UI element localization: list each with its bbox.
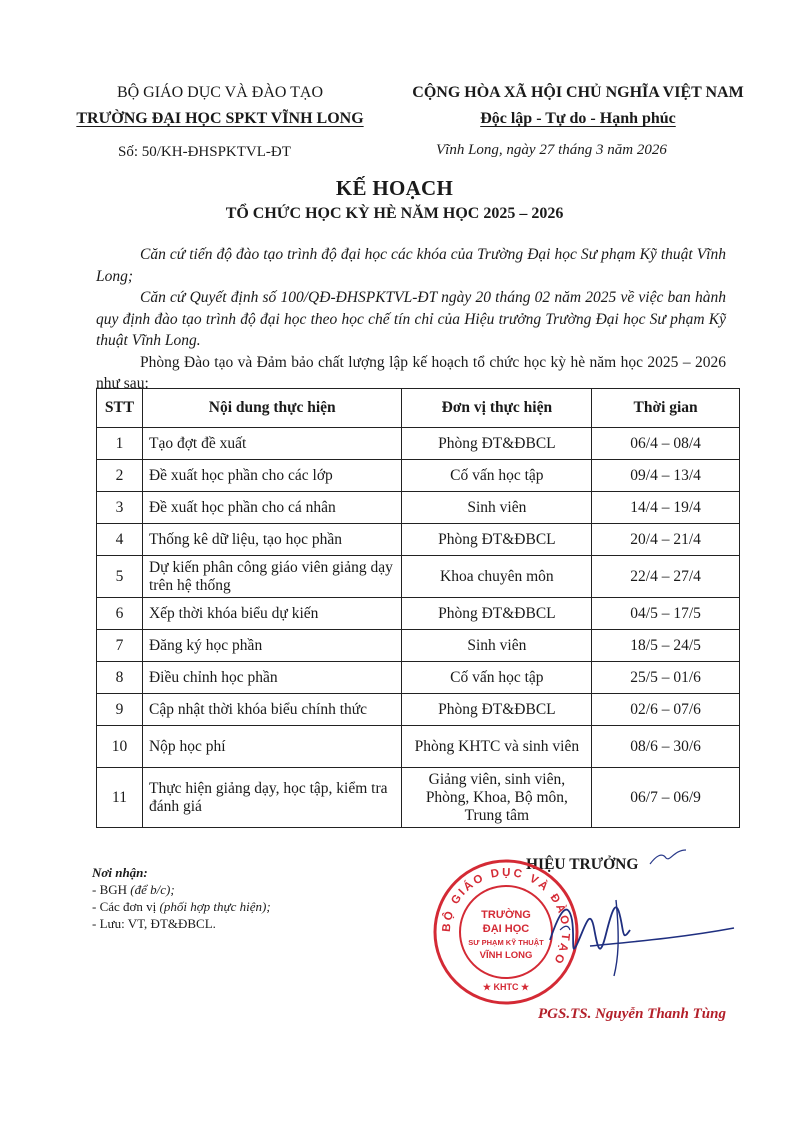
national-title: CỘNG HÒA XÃ HỘI CHỦ NGHĨA VIỆT NAM bbox=[412, 84, 744, 101]
cell-unit: Phòng ĐT&ĐBCL bbox=[402, 694, 592, 726]
table-row bbox=[97, 726, 740, 768]
table-row bbox=[97, 428, 740, 460]
cell-stt: 11 bbox=[97, 768, 143, 828]
header-unit: Đơn vị thực hiện bbox=[402, 389, 592, 428]
header-time: Thời gian bbox=[592, 389, 740, 428]
cell-time: 22/4 – 27/4 bbox=[592, 556, 740, 598]
table-row bbox=[97, 460, 740, 492]
cell-time: 04/5 – 17/5 bbox=[592, 598, 740, 630]
cell-stt: 4 bbox=[97, 524, 143, 556]
cell-time: 18/5 – 24/5 bbox=[592, 630, 740, 662]
seal-stars: ★ KHTC ★ bbox=[482, 982, 530, 992]
document-body bbox=[96, 244, 726, 395]
cell-content: Dự kiến phân công giáo viên giảng dạy trên hệ thống bbox=[142, 556, 402, 598]
seal-line-3: SƯ PHẠM KỸ THUẬT bbox=[468, 938, 544, 947]
document-date: Vĩnh Long, ngày 27 tháng 3 năm 2026 bbox=[436, 142, 667, 158]
cell-unit: Sinh viên bbox=[402, 492, 592, 524]
header-stt: STT bbox=[97, 389, 143, 428]
cell-unit: Sinh viên bbox=[402, 630, 592, 662]
cell-unit: Phòng ĐT&ĐBCL bbox=[402, 598, 592, 630]
cell-unit: Khoa chuyên môn bbox=[402, 556, 592, 598]
cell-stt: 2 bbox=[97, 460, 143, 492]
title-flourish bbox=[648, 846, 688, 868]
cell-time: 06/4 – 08/4 bbox=[592, 428, 740, 460]
cell-content: Đề xuất học phần cho các lớp bbox=[142, 460, 402, 492]
cell-unit: Cố vấn học tập bbox=[402, 460, 592, 492]
table-row bbox=[97, 556, 740, 598]
legal-basis-1: Căn cứ tiến độ đào tạo trình độ đại học các khóa của Trường Đại học Sư phạm Kỹ thuật Vĩnh Long; bbox=[96, 246, 726, 285]
schedule-table bbox=[96, 388, 740, 828]
cell-content: Đề xuất học phần cho cá nhân bbox=[142, 492, 402, 524]
intro-paragraph: Phòng Đào tạo và Đảm bảo chất lượng lập kế hoạch tổ chức học kỳ hè năm học 2025 – 2026 như sau: bbox=[96, 353, 726, 392]
cell-content: Thống kê dữ liệu, tạo học phần bbox=[142, 524, 402, 556]
handwritten-signature bbox=[520, 880, 740, 990]
table-row bbox=[97, 492, 740, 524]
document-subtitle: TỔ CHỨC HỌC KỲ HÈ NĂM HỌC 2025 – 2026 bbox=[225, 205, 564, 222]
header-left bbox=[60, 80, 380, 132]
cell-unit: Phòng ĐT&ĐBCL bbox=[402, 428, 592, 460]
table-row bbox=[97, 630, 740, 662]
table-row bbox=[97, 662, 740, 694]
signer-name: PGS.TS. Nguyễn Thanh Tùng bbox=[538, 1006, 726, 1022]
seal-ring-text: BỘ GIÁO DỤC VÀ ĐÀO TẠO bbox=[440, 866, 572, 968]
table-row bbox=[97, 694, 740, 726]
cell-content: Cập nhật thời khóa biểu chính thức bbox=[142, 694, 402, 726]
signer-title: HIỆU TRƯỞNG bbox=[526, 856, 639, 873]
table-row bbox=[97, 598, 740, 630]
header-content: Nội dung thực hiện bbox=[142, 389, 402, 428]
seal-line-4: VĨNH LONG bbox=[479, 950, 533, 961]
recipients-title: Nơi nhận: bbox=[92, 865, 148, 880]
cell-unit: Cố vấn học tập bbox=[402, 662, 592, 694]
document-title: KẾ HOẠCH bbox=[335, 176, 454, 200]
cell-unit: Giảng viên, sinh viên, Phòng, Khoa, Bộ môn, Trung tâm bbox=[402, 768, 592, 828]
cell-stt: 1 bbox=[97, 428, 143, 460]
cell-stt: 3 bbox=[97, 492, 143, 524]
seal-line-1: TRƯỜNG bbox=[481, 909, 531, 921]
cell-stt: 8 bbox=[97, 662, 143, 694]
cell-time: 08/6 – 30/6 bbox=[592, 726, 740, 768]
table-header-row bbox=[97, 389, 740, 428]
cell-time: 02/6 – 07/6 bbox=[592, 694, 740, 726]
cell-content: Đăng ký học phần bbox=[142, 630, 402, 662]
cell-stt: 6 bbox=[97, 598, 143, 630]
cell-content: Nộp học phí bbox=[142, 726, 402, 768]
cell-content: Thực hiện giảng dạy, học tập, kiểm tra đánh giá bbox=[142, 768, 402, 828]
cell-time: 14/4 – 19/4 bbox=[592, 492, 740, 524]
cell-time: 06/7 – 06/9 bbox=[592, 768, 740, 828]
document-number: Số: 50/KH-ĐHSPKTVL-ĐT bbox=[118, 144, 291, 160]
legal-basis-2: Căn cứ Quyết định số 100/QĐ-ĐHSPKTVL-ĐT ngày 20 tháng 02 năm 2025 về việc ban hành quy định đào tạo trình độ đại học theo học chế tín chỉ của Hiệu trưởng Trường Đại học Sư phạm Kỹ thuật Vĩnh Long. bbox=[96, 289, 726, 349]
national-motto: Độc lập - Tự do - Hạnh phúc bbox=[480, 110, 676, 127]
cell-content: Điều chỉnh học phần bbox=[142, 662, 402, 694]
header-right bbox=[392, 80, 764, 132]
cell-content: Xếp thời khóa biểu dự kiến bbox=[142, 598, 402, 630]
recipient-item: - BGH (để b/c); bbox=[92, 882, 175, 897]
cell-stt: 5 bbox=[97, 556, 143, 598]
cell-stt: 9 bbox=[97, 694, 143, 726]
cell-stt: 7 bbox=[97, 630, 143, 662]
cell-unit: Phòng KHTC và sinh viên bbox=[402, 726, 592, 768]
recipient-item: - Các đơn vị (phối hợp thực hiện); bbox=[92, 899, 271, 914]
table-row bbox=[97, 768, 740, 828]
table-row bbox=[97, 524, 740, 556]
cell-time: 20/4 – 21/4 bbox=[592, 524, 740, 556]
cell-content: Tạo đợt đề xuất bbox=[142, 428, 402, 460]
recipient-item: - Lưu: VT, ĐT&ĐBCL. bbox=[92, 916, 216, 931]
recipients-block bbox=[92, 864, 271, 932]
seal-line-2: ĐẠI HỌC bbox=[482, 923, 530, 935]
ministry-name: BỘ GIÁO DỤC VÀ ĐÀO TẠO bbox=[116, 84, 324, 101]
cell-unit: Phòng ĐT&ĐBCL bbox=[402, 524, 592, 556]
cell-time: 09/4 – 13/4 bbox=[592, 460, 740, 492]
cell-time: 25/5 – 01/6 bbox=[592, 662, 740, 694]
school-name: TRƯỜNG ĐẠI HỌC SPKT VĨNH LONG bbox=[76, 110, 364, 127]
cell-stt: 10 bbox=[97, 726, 143, 768]
